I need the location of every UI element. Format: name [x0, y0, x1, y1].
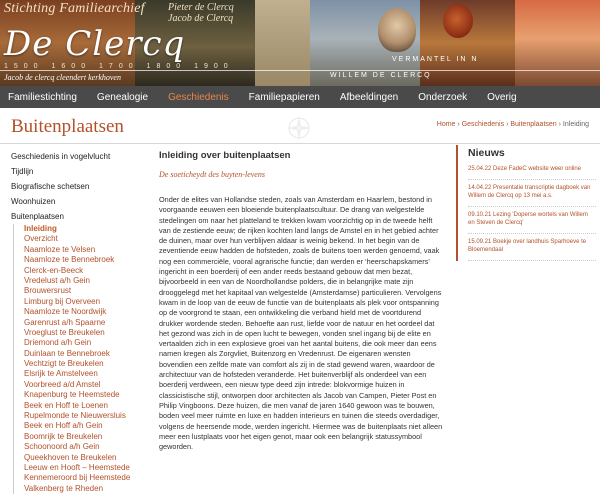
timeline-years: 1500 1600 1700 1800 1900: [4, 63, 234, 70]
article-lead: De soeticheydt des buyten-levens: [159, 170, 265, 179]
sidebar-subitem[interactable]: Queekhoven te Breukelen: [24, 452, 117, 462]
nav-item-overig[interactable]: Overig: [487, 91, 517, 103]
sidebar-subitem[interactable]: Limburg bij Overveen: [24, 296, 101, 306]
sidebar-subitem[interactable]: Garenrust a/h Spaarne: [24, 317, 106, 327]
nav-item-familiepapieren[interactable]: Familiepapieren: [248, 91, 320, 103]
sidebar-subitem[interactable]: Brouwersrust: [24, 286, 72, 296]
banner-signatures: [168, 2, 234, 24]
nav-item-genealogie[interactable]: Genealogie: [96, 91, 149, 103]
sidebar-subitem[interactable]: Schoonoord a/h Gein: [24, 442, 100, 452]
page-title: Buitenplaatsen: [11, 116, 124, 137]
compass-emblem-icon: [286, 115, 312, 141]
site-subtitle[interactable]: Stichting Familiearchief: [4, 1, 145, 16]
news-item[interactable]: 14.04.22 Presentatie transcriptie dagboek van Willem de Clercq op 13 mei a.s.: [468, 180, 596, 207]
sidebar-subitem[interactable]: Beek en Hoff a/h Gein: [24, 421, 103, 431]
signature-line: Jacob de Clercq: [168, 13, 234, 24]
breadcrumb-separator: ›: [455, 121, 462, 128]
sidebar-subitem[interactable]: Vredelust a/h Gein: [24, 275, 90, 285]
breadcrumb: [437, 121, 589, 128]
sidebar-subitem[interactable]: Valkenberg te Rheden: [24, 483, 104, 493]
sidebar-subitem[interactable]: Overzicht: [24, 234, 58, 244]
nav-item-familiestichting[interactable]: Familiestichting: [8, 91, 77, 103]
banner-photo-document: [255, 0, 310, 86]
sidebar-subitem[interactable]: Elsrijk te Amstelveen: [24, 369, 98, 379]
wax-seal-image: [443, 4, 473, 38]
nav-item-geschiedenis[interactable]: Geschiedenis: [168, 91, 229, 103]
header-banner: [0, 0, 600, 86]
banner-motto: Jacob de clercq cleendert kerkhoven: [4, 73, 121, 82]
sidebar-subitem[interactable]: Kennemeroord bij Heemstede: [24, 473, 131, 483]
sidebar-subitem[interactable]: Naamloze te Bennebroek: [24, 255, 115, 265]
news-item[interactable]: 25.04.22 Deze FadeC website weer online: [468, 161, 596, 180]
banner-caption: WILLEM DE CLERCQ: [330, 72, 432, 79]
sidebar-menu: [11, 149, 146, 494]
sidebar-subitem[interactable]: Voorbreed a/d Amstel: [24, 379, 101, 389]
sidebar-subitem[interactable]: Naamloze te Velsen: [24, 244, 96, 254]
main-nav: [0, 86, 600, 108]
article-heading: Inleiding over buitenplaatsen: [159, 150, 291, 161]
sidebar-subitem[interactable]: Knapenburg te Heemstede: [24, 390, 120, 400]
news-heading: Nieuws: [468, 147, 505, 159]
sidebar-item-vogelvlucht[interactable]: Geschiedenis in vogelvlucht: [11, 152, 111, 161]
portrait-image: [378, 8, 416, 52]
signature-line: Pieter de Clercq: [168, 2, 234, 13]
news-item[interactable]: 09.10.21 Lezing 'Doperse wortels van Willem en Steven de Clercq': [468, 207, 596, 234]
breadcrumb-current: Inleiding: [562, 121, 589, 128]
sidebar-subitem-inleiding[interactable]: Inleiding: [24, 224, 57, 233]
sidebar-subitem[interactable]: Boomrijk te Breukelen: [24, 431, 103, 441]
breadcrumb-section-link[interactable]: Geschiedenis: [461, 121, 505, 128]
sidebar-subitem[interactable]: Clerck-en-Beeck: [24, 265, 84, 275]
breadcrumb-separator: ›: [556, 121, 563, 128]
sidebar-subitem[interactable]: Duinlaan te Bennebroek: [24, 348, 110, 358]
banner-caption: VERMANTEL IN N: [392, 56, 479, 63]
sidebar-subitem[interactable]: Rupelmonde te Nieuwersluis: [24, 411, 126, 421]
title-divider: [0, 143, 600, 144]
news-panel: [456, 145, 596, 261]
breadcrumb-home-link[interactable]: Home: [436, 121, 456, 128]
sidebar-subitem[interactable]: Beek en Hoff te Loenen: [24, 400, 108, 410]
breadcrumb-parent-link[interactable]: Buitenplaatsen: [510, 121, 557, 128]
article-body: Onder de elites van Hollandse steden, zoals van Amsterdam en Haarlem, bestond in voorgaande eeuwen een bloeiende buitenplaatscultuur. De drang van welgestelde stedelingen om naar het platteland te trekken kwam voorzichtig op in de tweede helft van de zestiende eeuw; de rijken kochten land langs de Amstel en in het gebied achter de duinen, maar over hun verblijven aldaar is weinig bekend. In het begin van de zeventiende eeuw hadden de hofsteden, zoals de buitens toen werden genoemd, vaak nog een commerciële, vooral agrarische functie; dan werden er ‘heerschapskamers’ ingericht in een boerderij of een ander reeds bestaand gebouw dat men bezat, bijvoorbeeld in een van de Noordhollandse polders, die in belangrijke mate zijn drooggelegd met het kapitaal van welgestelde (Amsterdamse) particulieren. Vervolgens kwam in de loop van de eeuw de functie van de buitenplaats als plek voor ontspanning op de voorgrond te staan, een ontwikkeling die verband hield met de voortdurend drukker wordende steden. Behoefte aan rust, liefde voor de natuur en het oordeel dat het gezond was zich in de open lucht te bewegen, vonden snel ingang bij de elite en vertaalden zich in een explosieve groei van het aantal buitens, die ook meer dan eens namen kregen als Zorgvliet, Buitenzorg en Vredenrust. De eigenaren wensten bovendien een zelfde mate van comfort als zij in de stad gewend waren, waardoor de architectuur van de hofsteden veranderde. Het buitenverblijf als onderdeel van een boerderij verdween, een nieuw type deed zijn intrede: blokvormige huizen in classicistische stijl, ontworpen door architecten als Jacob van Campen, Pieter Post en Philip Vingboons. Deze huizen, die men vanaf de jaren 1640 gewoon was te bouwen, boden veel meer ruimte en luxe en hadden interieurs en tuinen die steeds overdadiger, volgens de heersende mode, werden ingericht. Hiermee was de buitenplaats niet alleen meer een lustplaats voor het eigen genot, maar ook een belangrijk statussymbool geworden.: [159, 195, 443, 452]
sidebar-subitem[interactable]: Leeuw en Hooft – Heemstede: [24, 462, 130, 472]
sidebar-item-woonhuizen[interactable]: Woonhuizen: [11, 197, 56, 206]
sidebar-item-buitenplaatsen[interactable]: Buitenplaatsen: [11, 212, 64, 221]
banner-divider: [0, 70, 600, 71]
sidebar-submenu: [13, 224, 146, 494]
sidebar-subitem[interactable]: Vroeglust te Breukelen: [24, 327, 105, 337]
sidebar-item-biografische-schetsen[interactable]: Biografische schetsen: [11, 182, 90, 191]
breadcrumb-separator: ›: [504, 121, 511, 128]
sidebar-subitem[interactable]: Vechtzigt te Breukelen: [24, 359, 104, 369]
sidebar-item-tijdlijn[interactable]: Tijdlijn: [11, 167, 34, 176]
sidebar-subitem[interactable]: Naamloze te Noordwijk: [24, 307, 107, 317]
site-logo-name[interactable]: De Clercq: [4, 24, 186, 64]
nav-item-afbeeldingen[interactable]: Afbeeldingen: [339, 91, 399, 103]
news-item[interactable]: 15.09.21 Boekje over landhuis Sparhoeve te Bloemendaal: [468, 234, 596, 261]
banner-photo-group: [515, 0, 600, 86]
sidebar-subitem[interactable]: Driemond a/h Gein: [24, 338, 92, 348]
article-content: [159, 149, 445, 452]
nav-item-onderzoek[interactable]: Onderzoek: [418, 91, 468, 103]
